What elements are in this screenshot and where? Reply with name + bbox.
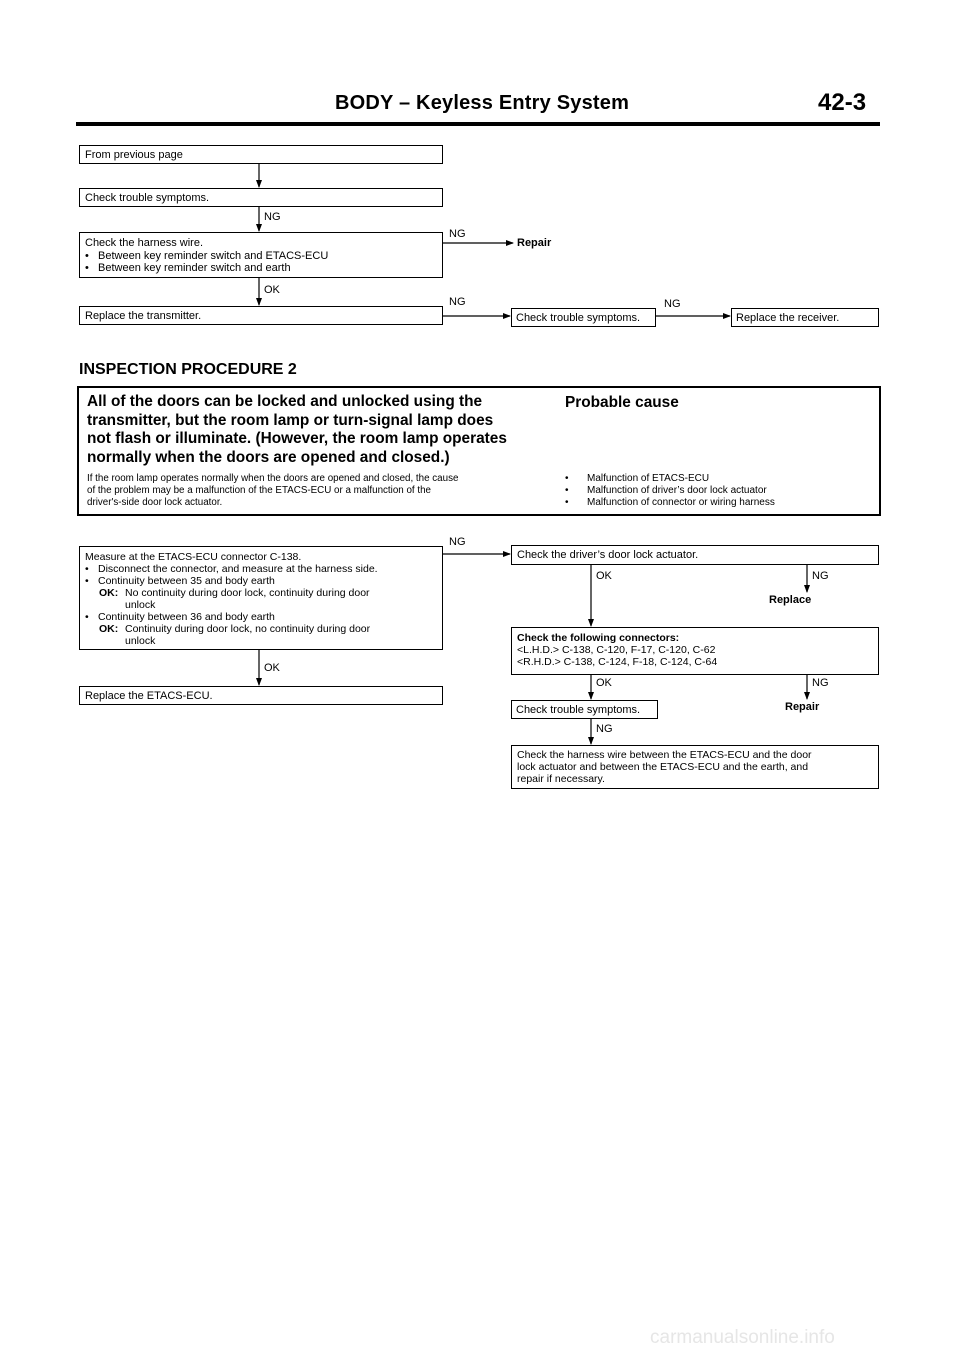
measure-step-3: • Continuity between 36 and body earth [85,611,275,623]
comment-text: If the room lamp operates normally when the doors are opened and closed, the cause of the problem may be a malfunction of the ETACS-ECU or a malfunction of the driver's-side door lock actuator. [87,473,459,508]
ng-repair-label: NG [449,228,466,240]
final-line-1: Check the harness wire between the ETACS-ECU and the door [517,749,812,761]
connectors-ng-label: NG [812,677,829,689]
measure-ok-2: OK: Continuity during door lock, no continuity during door [99,623,371,635]
check-actuator-text: Check the driver’s door lock actuator. [517,549,699,561]
probable-cause-header: Probable cause [565,394,679,411]
page-title: BODY – Keyless Entry System [335,92,630,114]
measure-step-2: • Continuity between 35 and body earth [85,575,275,587]
repair-result-2: Repair [785,701,820,713]
harness-item-1: • Between key reminder switch and ETACS-ECU [85,249,329,262]
connectors-ok-label: OK [596,677,612,689]
symptoms-ng-label: NG [596,723,613,735]
final-line-3: repair if necessary. [517,773,605,785]
replace-result: Replace [769,594,812,606]
harness-item-2: • Between key reminder switch and earth [85,262,291,274]
check-symptoms-text-1: Check trouble symptoms. [85,192,210,204]
actuator-ok-label: OK [596,570,612,582]
symptom-text: All of the doors can be locked and unlocked using the transmitter, but the room lamp or turn-signal lamp does not flash or illuminate. (However, the room lamp operates normally when the doors are opened and closed.) [87,393,507,466]
connectors-title: Check the following connectors: [517,632,680,644]
replace-ecu-text: Replace the ETACS-ECU. [85,690,213,702]
from-previous-page-text: From previous page [85,149,183,161]
ng-label-2: NG [449,296,466,308]
check-symptoms-text-2: Check trouble symptoms. [516,312,641,324]
replace-receiver-text: Replace the receiver. [736,312,840,324]
connectors-lhd: <L.H.D.> C-138, C-120, F-17, C-120, C-62 [517,644,716,656]
section-heading: INSPECTION PROCEDURE 2 [79,361,297,378]
measure-ok-1: OK: No continuity during door lock, continuity during door [99,587,370,599]
watermark: carmanualsonline.info [650,1327,835,1348]
measure-step-1: • Disconnect the connector, and measure at the harness side. [85,563,378,575]
connectors-rhd: <R.H.D.> C-138, C-124, F-18, C-124, C-64 [517,656,718,668]
harness-check-title: Check the harness wire. [85,237,203,249]
ng-label-1: NG [264,211,281,223]
cause-item-3: • Malfunction of connector or wiring harness [565,497,775,508]
ok-to-replace-label: OK [264,662,280,674]
measure-ok-1-cont: unlock [125,599,156,611]
check-symptoms-text-3: Check trouble symptoms. [516,704,641,716]
repair-result-1: Repair [517,237,552,249]
measure-ok-2-cont: unlock [125,635,156,647]
ng-to-actuator-label: NG [449,536,466,548]
cause-item-2: • Malfunction of driver’s door lock actuator [565,485,767,496]
replace-transmitter-text: Replace the transmitter. [85,310,202,322]
ng-label-3: NG [664,298,681,310]
measure-title: Measure at the ETACS-ECU connector C-138. [85,551,302,563]
page-number: 42-3 [818,89,867,116]
ok-label-1: OK [264,284,280,296]
cause-item-1: • Malfunction of ETACS-ECU [565,473,710,484]
actuator-ng-label: NG [812,570,829,582]
final-line-2: lock actuator and between the ETACS-ECU and the earth, and [517,761,809,773]
